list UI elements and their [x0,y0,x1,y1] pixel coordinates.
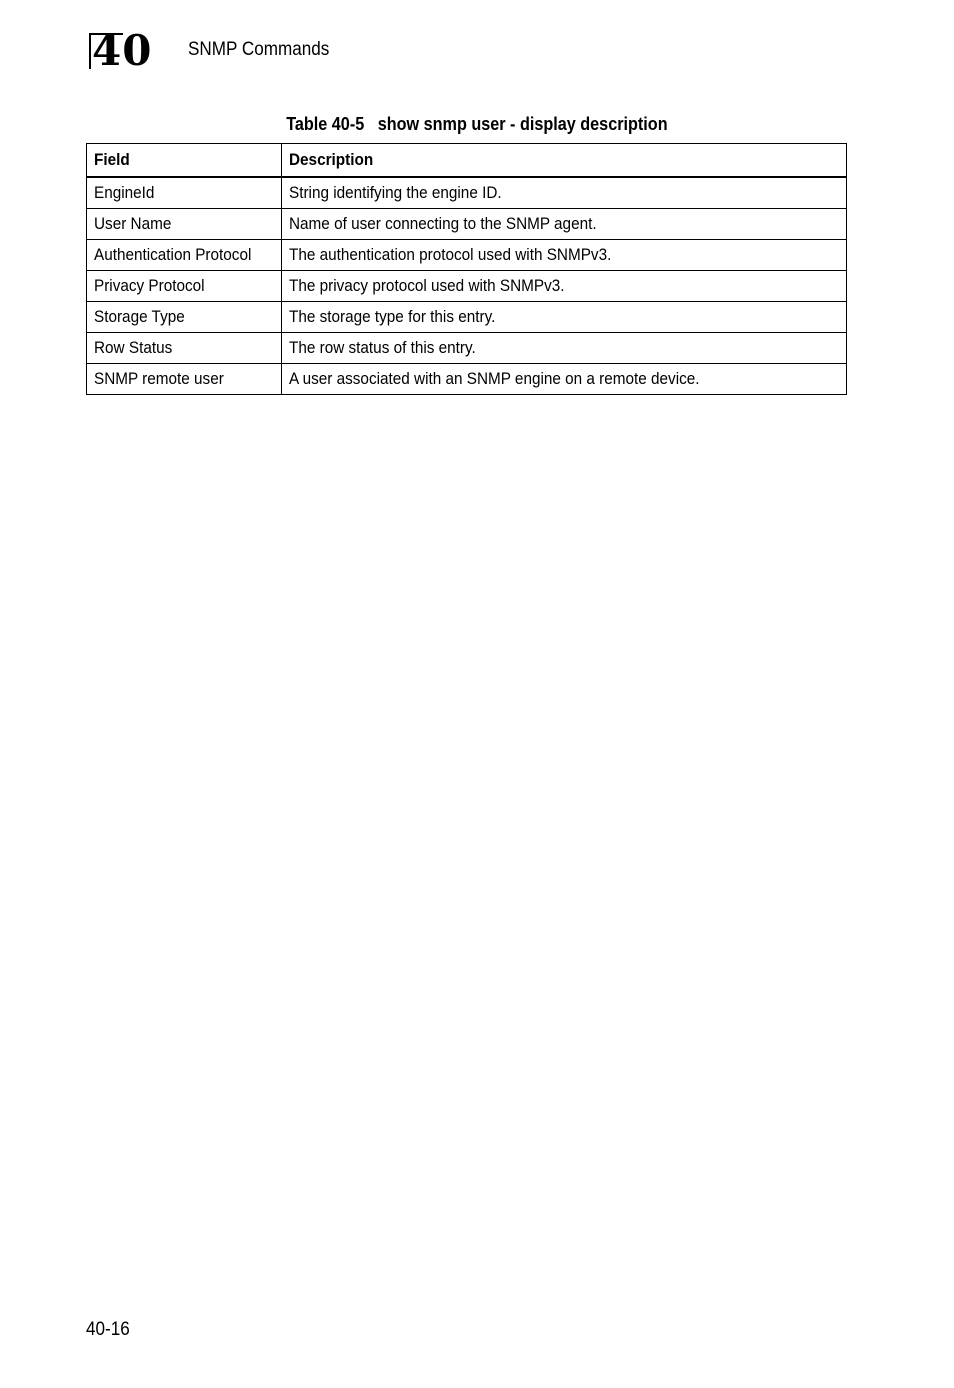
description-cell: String identifying the engine ID. [282,177,847,209]
table-row [87,177,847,209]
field-cell: User Name [87,209,282,240]
table-row [87,271,847,302]
chapter-marker-bar [89,33,91,69]
description-table [86,143,847,395]
description-cell: A user associated with an SNMP engine on a remote device. [282,364,847,395]
table-caption-text: Table 40-5 show snmp user - display description [286,114,668,134]
column-header-description: Description [282,144,847,178]
description-cell: The row status of this entry. [282,333,847,364]
description-cell: The authentication protocol used with SNMPv3. [282,240,847,271]
chapter-title: SNMP Commands [188,39,330,60]
page-number: 40-16 [86,1319,130,1340]
description-cell: The storage type for this entry. [282,302,847,333]
table-header-row [87,144,847,178]
table-row [87,302,847,333]
table-row [87,364,847,395]
table-caption [0,113,954,135]
table-row [87,209,847,240]
chapter-marker [89,26,167,75]
field-cell: Row Status [87,333,282,364]
table-row [87,240,847,271]
field-cell: EngineId [87,177,282,209]
column-header-field: Field [87,144,282,178]
chapter-number: 40 [92,26,153,75]
table-row [87,333,847,364]
field-cell: Authentication Protocol [87,240,282,271]
field-cell: Storage Type [87,302,282,333]
description-cell: Name of user connecting to the SNMP agent. [282,209,847,240]
field-cell: Privacy Protocol [87,271,282,302]
field-cell: SNMP remote user [87,364,282,395]
description-cell: The privacy protocol used with SNMPv3. [282,271,847,302]
